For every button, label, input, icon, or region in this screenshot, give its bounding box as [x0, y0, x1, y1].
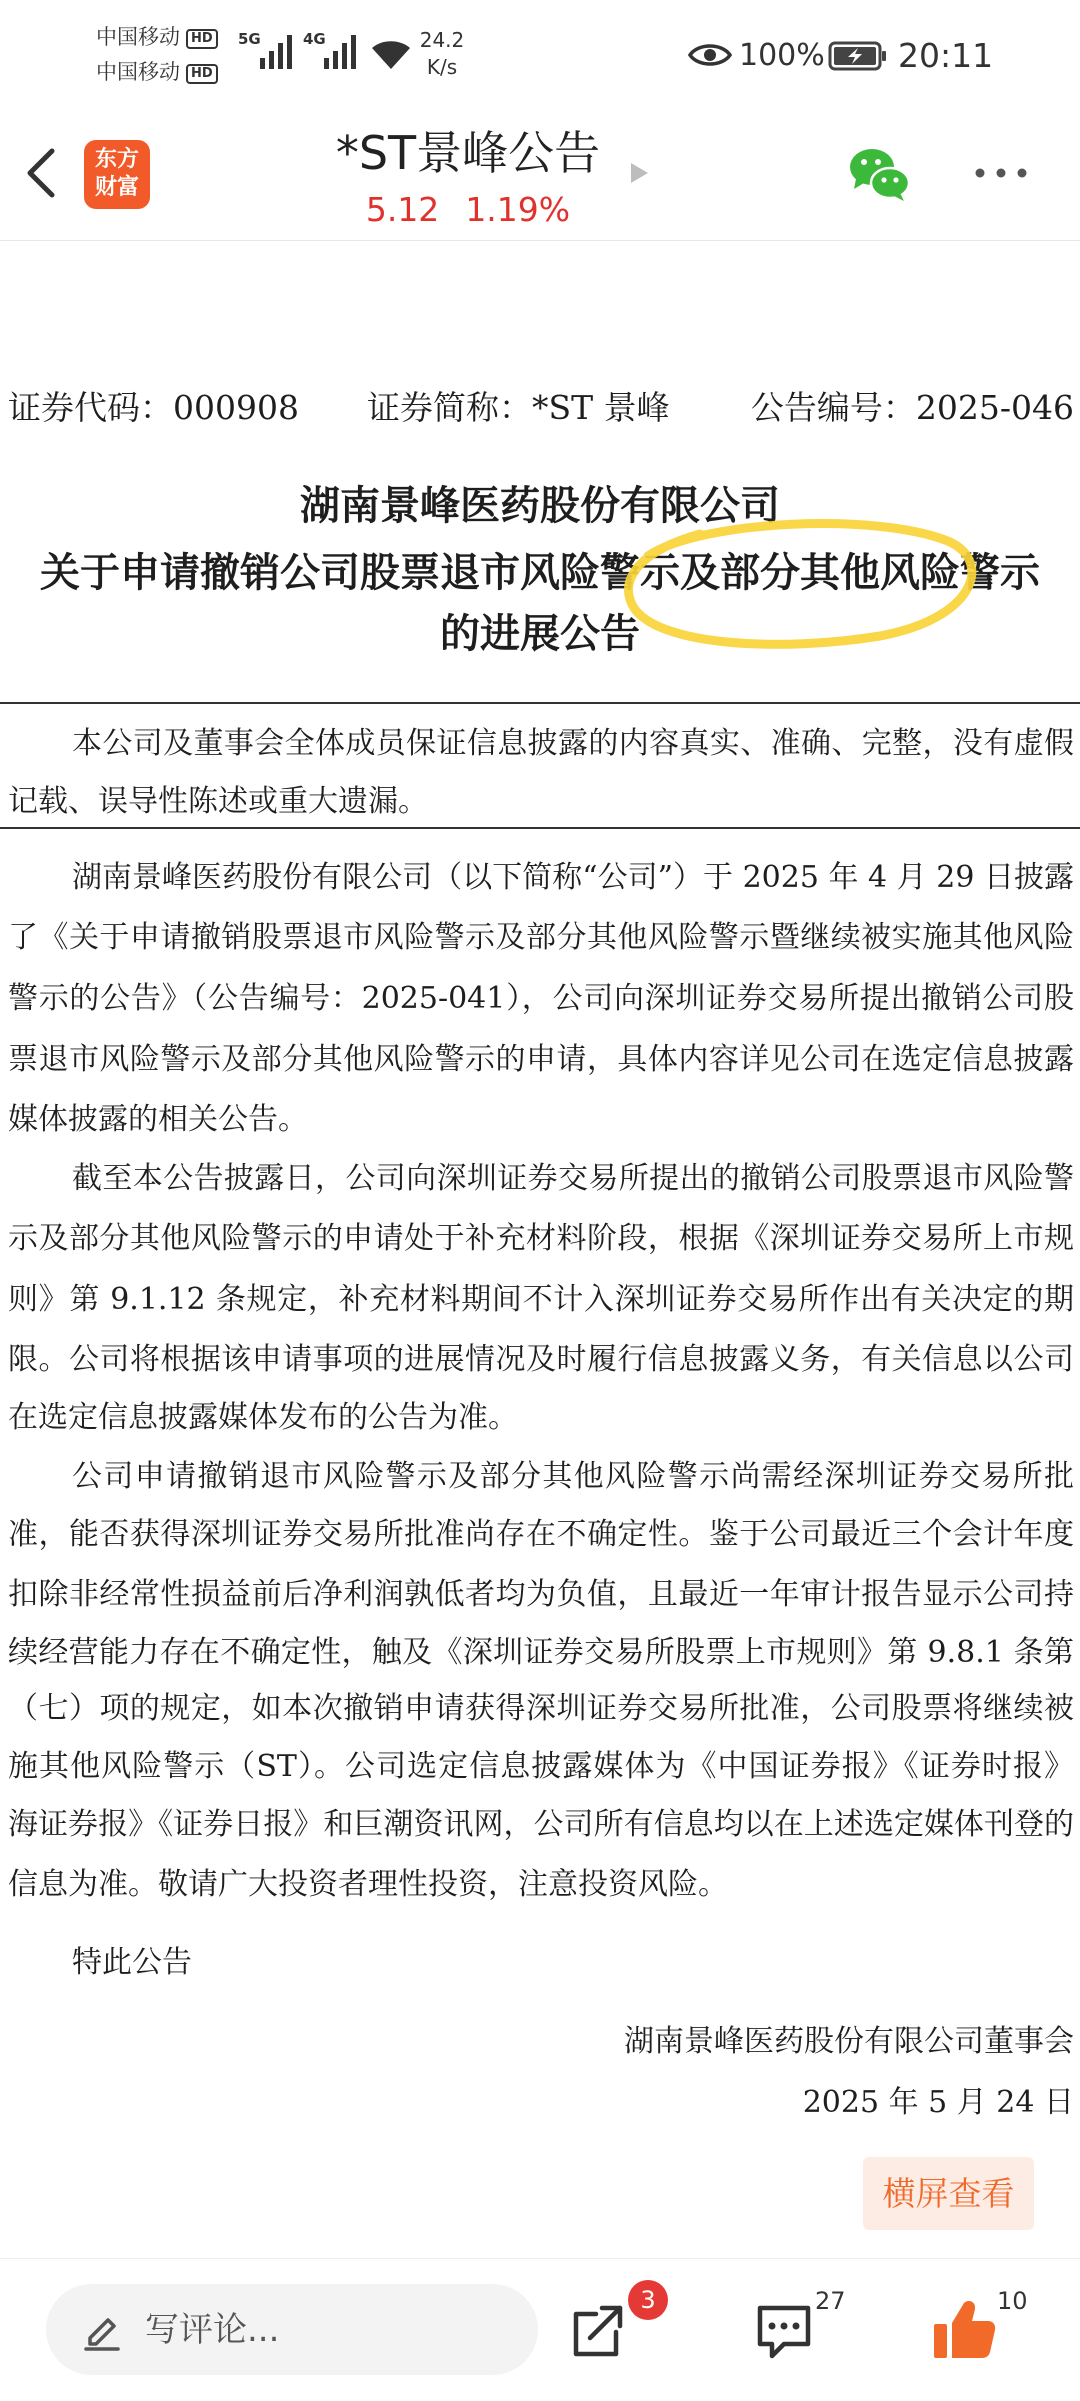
- paragraph-1-line: 了《关于申请撤销股票退市风险警示及部分其他风险警示暨继续被实施其他风险: [8, 920, 1074, 955]
- signal-bars-icon: [259, 34, 293, 70]
- paragraph-2-line: 则》第 9.1.12 条规定，补充材料期间不计入深圳证券交易所作出有关决定的期: [8, 1282, 1074, 1317]
- header-divider: [0, 240, 1080, 241]
- wifi-icon: [370, 38, 412, 70]
- paragraph-2-line: 示及部分其他风险警示的申请处于补充材料阶段，根据《深圳证券交易所上市规: [8, 1221, 1074, 1256]
- carrier-2-name: 中国移动: [96, 60, 180, 84]
- paragraph-3-line: （七）项的规定，如本次撤销申请获得深圳证券交易所批准，公司股票将继续被: [8, 1691, 1074, 1726]
- disclaimer-line: 记载、误导性陈述或重大遗漏。: [8, 784, 428, 819]
- paragraph-3-line: 续经营能力存在不确定性，触及《深圳证券交易所股票上市规则》第 9.8.1 条第: [8, 1635, 1074, 1670]
- paragraph-3-line: 公司申请撤销退市风险警示及部分其他风险警示尚需经深圳证券交易所批: [72, 1459, 1074, 1494]
- signal-bars-icon: [323, 34, 357, 70]
- eastmoney-logo: [84, 140, 150, 209]
- battery-charging-icon: [828, 40, 888, 72]
- wechat-icon[interactable]: [846, 145, 912, 203]
- stock-quote: [300, 190, 636, 230]
- announcement-title-line: 的进展公告: [440, 610, 640, 657]
- paragraph-1-line: 票退市风险警示及部分其他风险警示的申请，具体内容详见公司在选定信息披露: [8, 1042, 1074, 1077]
- landscape-view-button[interactable]: 横屏查看: [863, 2157, 1034, 2230]
- carrier-2-hd-badge: HD: [186, 64, 218, 84]
- paragraph-3-line: 扣除非经常性损益前后净利润孰低者均为负值，且最近一年审计报告显示公司持: [8, 1577, 1074, 1612]
- pencil-icon: [82, 2308, 122, 2352]
- disclaimer-bottom-rule: [0, 827, 1080, 829]
- more-dots-icon[interactable]: [972, 163, 1030, 183]
- network-speed-unit: K/s: [426, 55, 458, 79]
- battery-percent: 100%: [739, 38, 825, 73]
- paragraph-1-line: 警示的公告》（公告编号：2025-041），公司向深圳证券交易所提出撤销公司股: [8, 981, 1074, 1016]
- share-badge: 3: [628, 2280, 668, 2320]
- date-line: 2025 年 5 月 24 日: [802, 2085, 1074, 2120]
- comment-count: 27: [815, 2287, 846, 2315]
- carrier-2: [96, 59, 218, 85]
- share-icon[interactable]: [570, 2296, 630, 2362]
- announcement-title-line: 关于申请撤销公司股票退市风险警示及部分其他风险警示: [40, 549, 1040, 596]
- announcement-title-line: 湖南景峰医药股份有限公司: [300, 482, 780, 529]
- chevron-left-icon[interactable]: [22, 145, 62, 201]
- clock-time: 20:11: [898, 36, 994, 75]
- triangle-right-icon[interactable]: [628, 161, 650, 185]
- security-code: 证券代码：000908: [8, 388, 299, 427]
- comment-placeholder[interactable]: 写评论...: [145, 2310, 280, 2350]
- network-type-2: 4G: [303, 30, 326, 48]
- announcement-number: 公告编号：2025-046: [750, 388, 1074, 427]
- eye-comfort-icon: [688, 40, 732, 70]
- paragraph-2-line: 限。公司将根据该申请事项的进展情况及时履行信息披露义务，有关信息以公司: [8, 1342, 1074, 1377]
- paragraph-1-line: 湖南景峰医药股份有限公司（以下简称“公司”）于 2025 年 4 月 29 日披露: [72, 860, 1074, 895]
- stock-change-percent: 1.19%: [465, 190, 571, 229]
- paragraph-3-line: 施其他风险警示（ST）。公司选定信息披露媒体为《中国证券报》《证券时报》: [8, 1749, 1074, 1784]
- paragraph-2-line: 在选定信息披露媒体发布的公告为准。: [8, 1400, 518, 1435]
- disclaimer-top-rule: [0, 702, 1080, 704]
- paragraph-2-line: 截至本公告披露日，公司向深圳证券交易所提出的撤销公司股票退市风险警: [72, 1161, 1074, 1196]
- stock-price: 5.12: [365, 190, 440, 229]
- network-type-1: 5G: [238, 30, 261, 48]
- carrier-1-hd-badge: HD: [186, 29, 218, 49]
- comment-icon[interactable]: [754, 2300, 814, 2362]
- paragraph-1-line: 媒体披露的相关公告。: [8, 1102, 308, 1137]
- carrier-1: [96, 24, 218, 50]
- carrier-1-name: 中国移动: [96, 25, 180, 49]
- logo-line-1: 东方: [94, 147, 139, 172]
- paragraph-3-line: 准，能否获得深圳证券交易所批准尚存在不确定性。鉴于公司最近三个会计年度: [8, 1517, 1074, 1552]
- disclaimer-line: 本公司及董事会全体成员保证信息披露的内容真实、准确、完整，没有虚假: [72, 726, 1074, 761]
- logo-line-2: 财富: [94, 175, 139, 200]
- page-title: *ST景峰公告: [335, 126, 601, 180]
- paragraph-3-line: 海证券报》《证券日报》和巨潮资讯网，公司所有信息均以在上述选定媒体刊登的: [8, 1807, 1074, 1842]
- thumbs-up-icon[interactable]: [930, 2297, 996, 2363]
- network-speed-value: 24.2: [419, 28, 465, 52]
- security-short-name: 证券简称：*ST 景峰: [367, 388, 670, 427]
- closing-line: 特此公告: [72, 1945, 192, 1980]
- like-count: 10: [997, 2287, 1028, 2315]
- paragraph-3-line: 信息为准。敬请广大投资者理性投资，注意投资风险。: [8, 1867, 728, 1902]
- signer-line: 湖南景峰医药股份有限公司董事会: [624, 2024, 1074, 2059]
